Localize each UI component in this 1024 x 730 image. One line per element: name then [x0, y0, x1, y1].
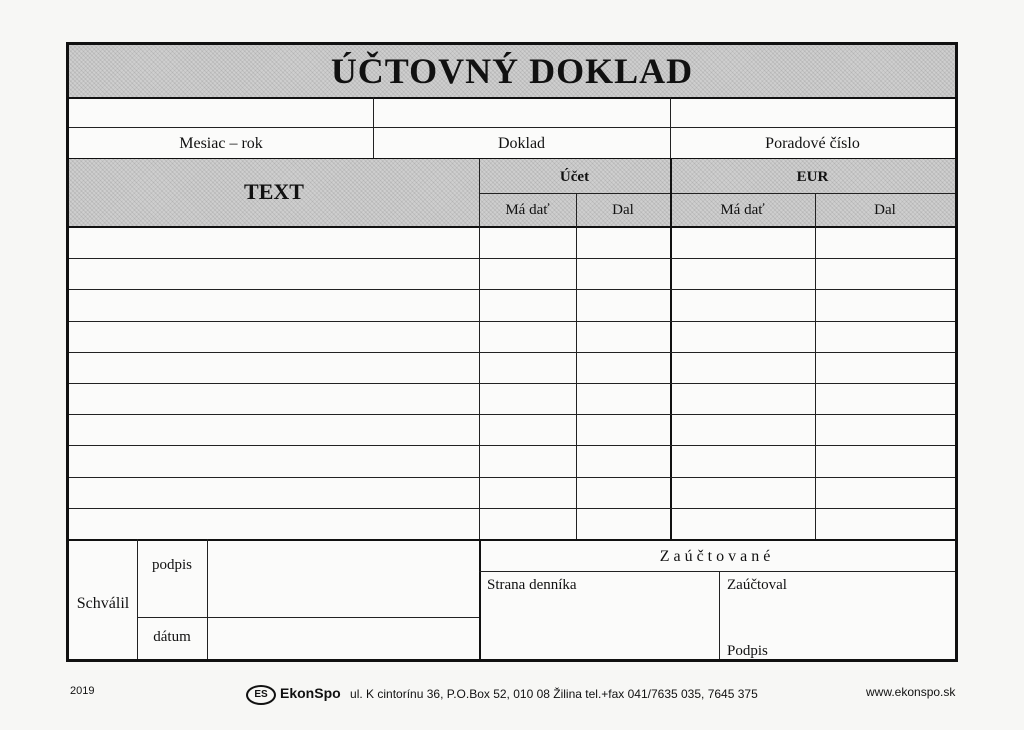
account-debit-header: Má dať	[505, 202, 550, 218]
table-cell[interactable]	[671, 228, 814, 257]
table-cell[interactable]	[70, 446, 478, 475]
divider	[69, 127, 955, 128]
table-cell[interactable]	[671, 415, 814, 444]
posted-by-field[interactable]	[721, 597, 953, 641]
table-cell[interactable]	[577, 259, 669, 288]
divider	[719, 571, 720, 659]
table-cell[interactable]	[70, 322, 478, 351]
divider	[207, 539, 208, 659]
table-cell[interactable]	[577, 446, 669, 475]
table-cell[interactable]	[671, 322, 814, 351]
table-cell[interactable]	[577, 353, 669, 382]
date-label: dátum	[153, 629, 191, 645]
table-cell[interactable]	[577, 415, 669, 444]
approval-signature-field[interactable]	[209, 541, 477, 615]
table-cell[interactable]	[816, 353, 954, 382]
table-cell[interactable]	[70, 290, 478, 319]
accounting-document-form	[66, 42, 958, 662]
month-year-field[interactable]	[71, 99, 371, 127]
eur-credit-header: Dal	[874, 202, 896, 218]
table-cell[interactable]	[480, 259, 575, 288]
table-cell[interactable]	[577, 290, 669, 319]
table-cell[interactable]	[480, 290, 575, 319]
divider	[137, 617, 479, 618]
table-cell[interactable]	[70, 259, 478, 288]
table-cell[interactable]	[70, 384, 478, 413]
table-cell[interactable]	[577, 478, 669, 507]
table-cell[interactable]	[671, 384, 814, 413]
table-cell[interactable]	[577, 384, 669, 413]
divider	[479, 571, 955, 572]
table-cell[interactable]	[816, 478, 954, 507]
table-cell[interactable]	[577, 509, 669, 538]
sequence-number-field[interactable]	[672, 99, 954, 127]
footer-brand: EkonSpo	[280, 685, 341, 702]
document-field[interactable]	[375, 99, 669, 127]
posted-header: Zaúčtované	[659, 548, 775, 565]
signature-label: podpis	[151, 557, 192, 573]
table-cell[interactable]	[480, 478, 575, 507]
table-cell[interactable]	[480, 415, 575, 444]
table-cell[interactable]	[70, 353, 478, 382]
table-cell[interactable]	[577, 322, 669, 351]
table-cell[interactable]	[816, 322, 954, 351]
table-cell[interactable]	[480, 228, 575, 257]
footer-website: www.ekonspo.sk	[866, 685, 956, 699]
table-cell[interactable]	[577, 228, 669, 257]
table-cell[interactable]	[671, 259, 814, 288]
posted-by-label: Zaúčtoval	[727, 577, 787, 593]
table-cell[interactable]	[671, 509, 814, 538]
posting-signature-label: Podpis	[727, 643, 768, 659]
table-cell[interactable]	[480, 353, 575, 382]
approved-by-label: Schválil	[76, 595, 130, 612]
divider	[69, 539, 955, 541]
footer-address: ul. K cintorínu 36, P.O.Box 52, 010 08 Žilina tel.+fax 041/7635 035, 7645 375	[350, 687, 758, 702]
table-cell[interactable]	[816, 446, 954, 475]
table-cell[interactable]	[480, 322, 575, 351]
journal-page-field[interactable]	[481, 597, 717, 657]
month-year-label: Mesiac – rok	[179, 135, 263, 152]
table-cell[interactable]	[816, 509, 954, 538]
account-credit-header: Dal	[612, 202, 634, 218]
sequence-number-label: Poradové číslo	[765, 135, 860, 152]
table-cell[interactable]	[70, 228, 478, 257]
account-group-header: Účet	[559, 169, 590, 185]
table-cell[interactable]	[480, 509, 575, 538]
approval-date-field[interactable]	[209, 619, 477, 657]
ekonspo-logo-icon: ES	[246, 685, 276, 705]
table-cell[interactable]	[816, 384, 954, 413]
table-cell[interactable]	[816, 259, 954, 288]
table-cell[interactable]	[70, 478, 478, 507]
form-title: ÚČTOVNÝ DOKLAD	[330, 51, 694, 91]
footer-publisher	[246, 685, 758, 705]
table-cell[interactable]	[671, 478, 814, 507]
journal-page-label: Strana denníka	[487, 577, 577, 593]
eur-group-header: EUR	[796, 169, 829, 185]
table-cell[interactable]	[671, 353, 814, 382]
footer-year: 2019	[70, 685, 95, 697]
eur-debit-header: Má dať	[720, 202, 765, 218]
table-cell[interactable]	[816, 415, 954, 444]
table-cell[interactable]	[671, 446, 814, 475]
table-cell[interactable]	[70, 509, 478, 538]
table-cell[interactable]	[480, 384, 575, 413]
divider	[479, 193, 955, 194]
table-cell[interactable]	[816, 228, 954, 257]
table-cell[interactable]	[816, 290, 954, 319]
text-column-header: TEXT	[244, 179, 304, 204]
table-cell[interactable]	[70, 415, 478, 444]
table-cell[interactable]	[671, 290, 814, 319]
document-label: Doklad	[497, 135, 546, 152]
table-cell[interactable]	[480, 446, 575, 475]
